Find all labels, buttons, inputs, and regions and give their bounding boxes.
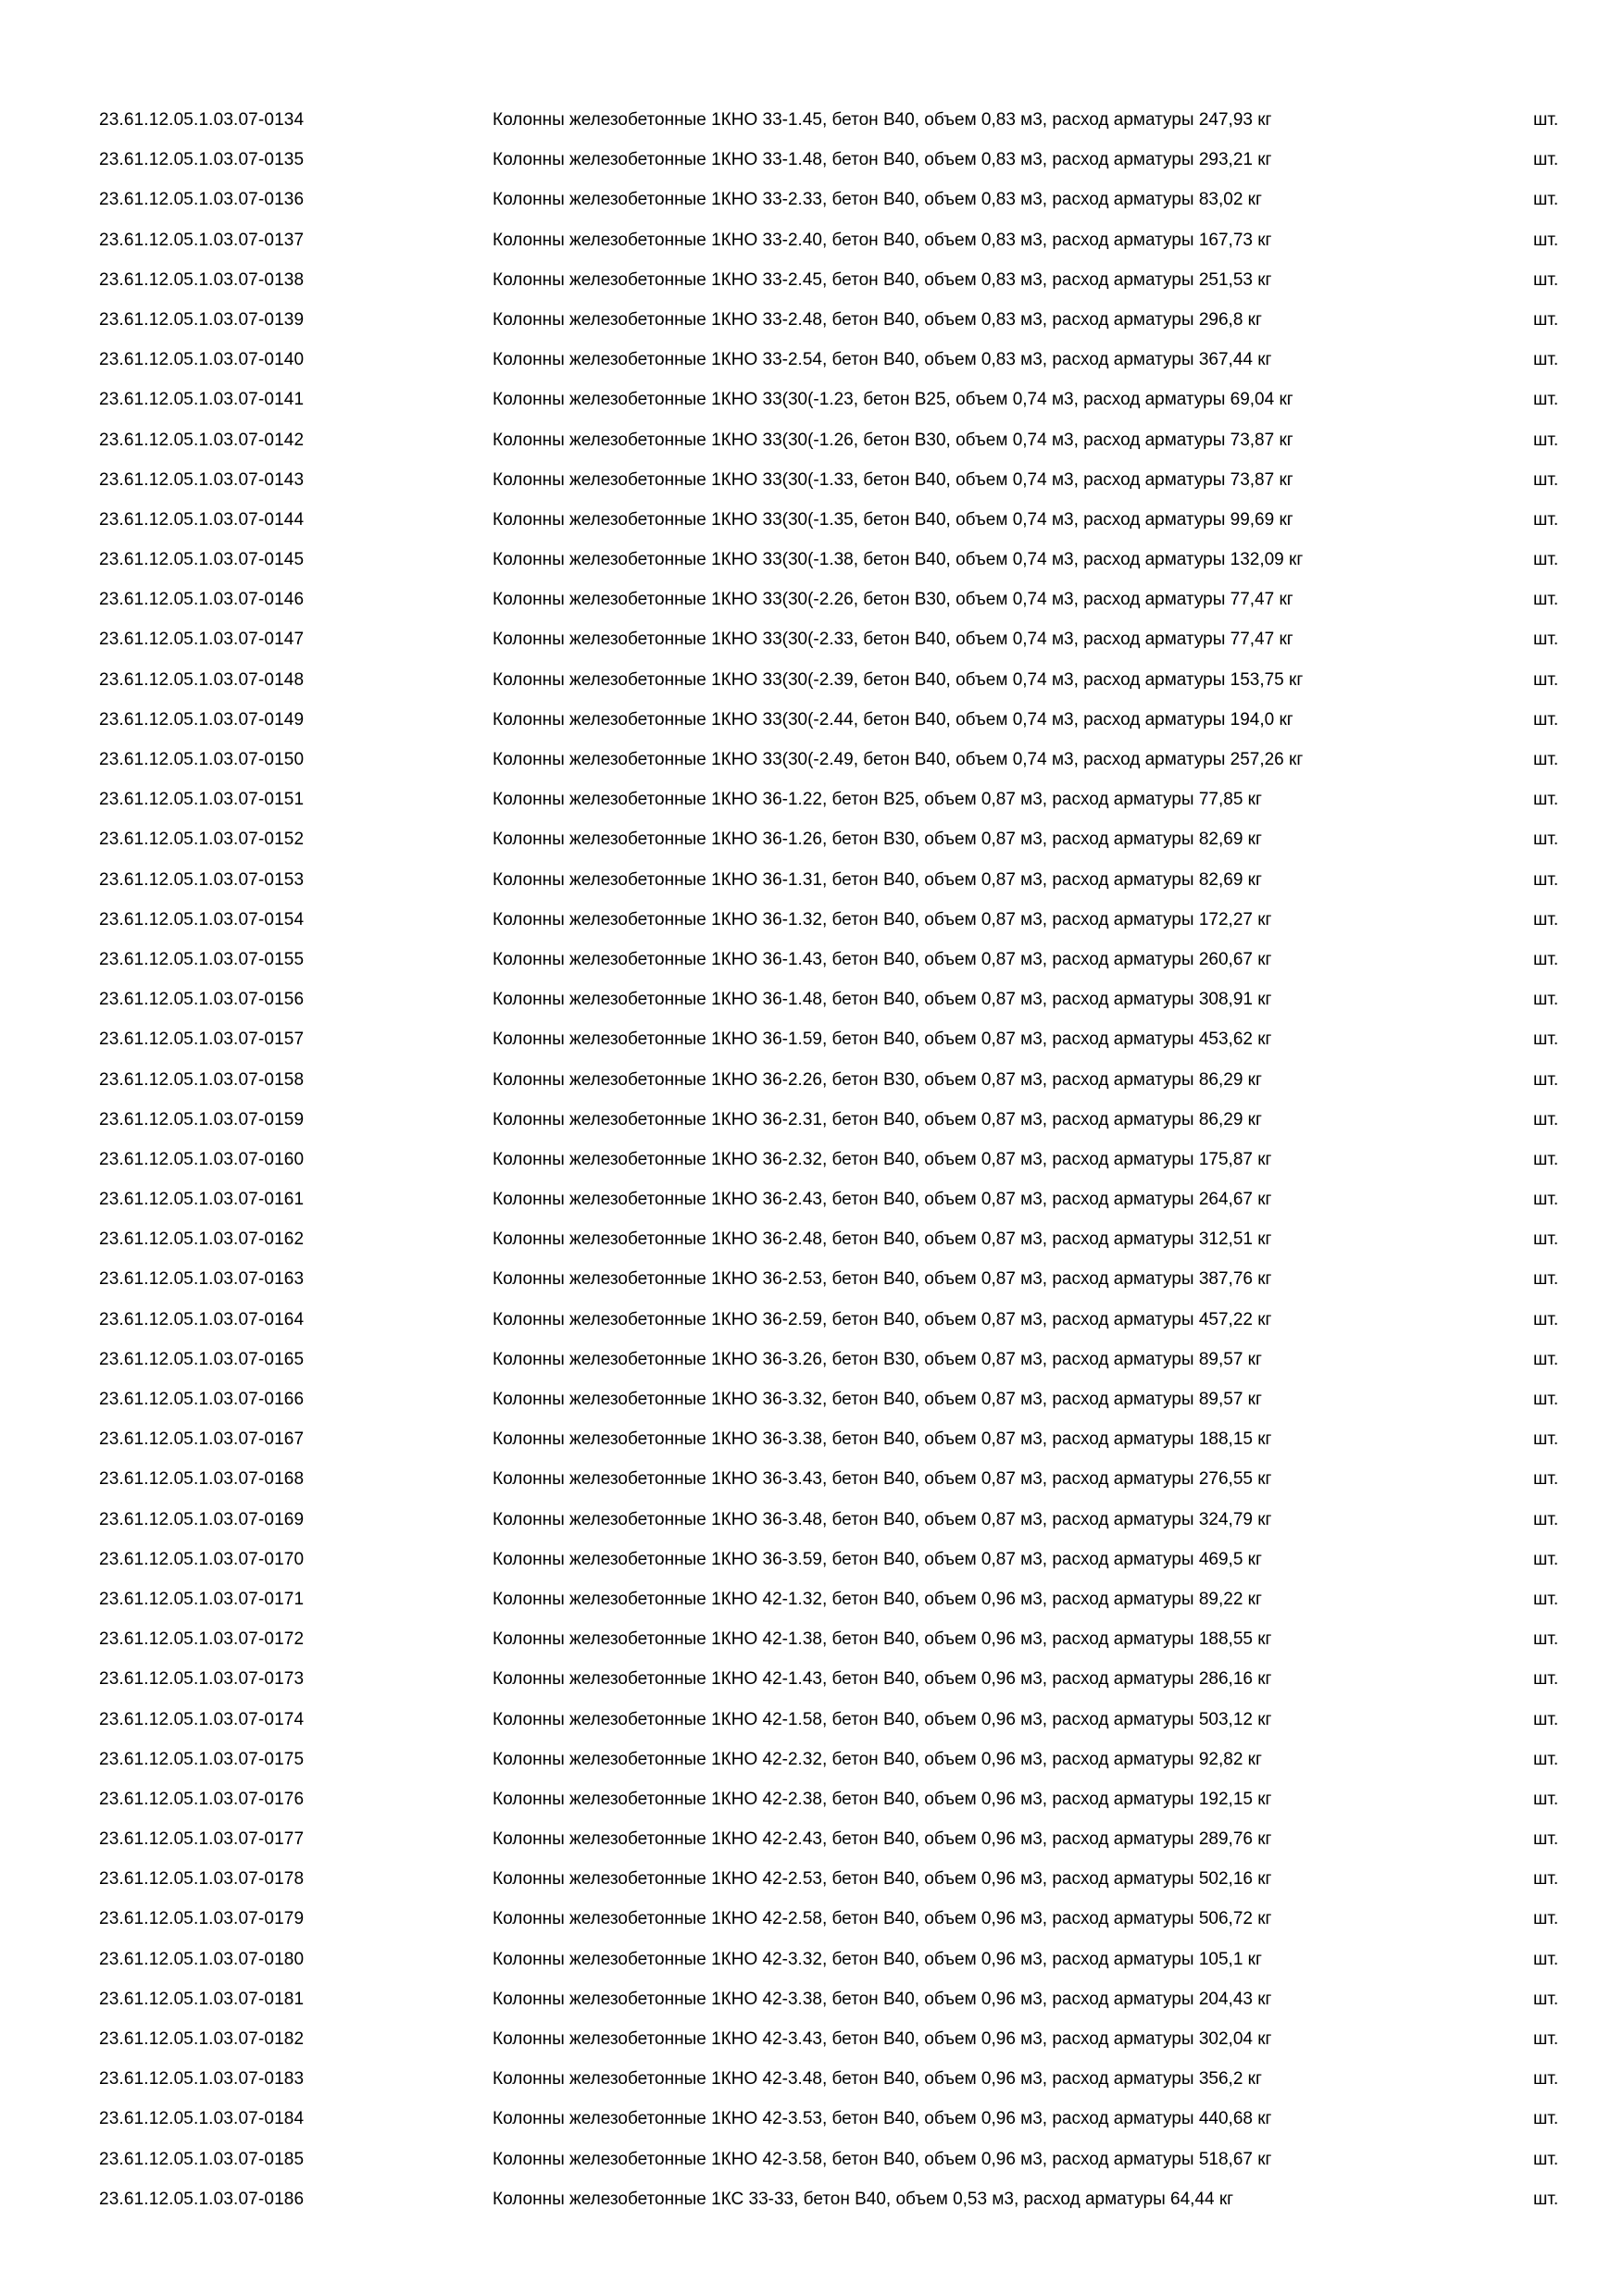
item-description: Колонны железобетонные 1КНО 42-1.32, бетон В40, объем 0,96 м3, расход арматуры 89,22 кг [493, 1589, 1262, 1609]
item-code: 23.61.12.05.1.03.07-0163 [99, 1269, 305, 1290]
item-unit: шт. [1533, 990, 1559, 1010]
item-description: Колонны железобетонные 1КНО 42-3.48, бетон В40, объем 0,96 м3, расход арматуры 356,2 кг [493, 2069, 1262, 2090]
table-row [0, 1819, 1624, 1859]
table-row [0, 340, 1624, 380]
item-unit: шт. [1533, 1269, 1559, 1290]
item-description: Колонны железобетонные 1КНО 36-1.22, бетон В25, объем 0,87 м3, расход арматуры 77,85 кг [493, 790, 1262, 810]
item-unit: шт. [1533, 869, 1559, 890]
table-row [0, 1219, 1624, 1259]
table-row [0, 380, 1624, 419]
item-unit: шт. [1533, 1349, 1559, 1369]
item-unit: шт. [1533, 1749, 1559, 1769]
item-code: 23.61.12.05.1.03.07-0160 [99, 1149, 305, 1169]
item-code: 23.61.12.05.1.03.07-0175 [99, 1749, 305, 1769]
table-row [0, 500, 1624, 540]
table-row [0, 2059, 1624, 2099]
item-unit: шт. [1533, 909, 1559, 930]
item-unit: шт. [1533, 2109, 1559, 2129]
item-unit: шт. [1533, 1669, 1559, 1690]
item-code: 23.61.12.05.1.03.07-0142 [99, 430, 305, 450]
table-row [0, 819, 1624, 859]
item-code: 23.61.12.05.1.03.07-0183 [99, 2069, 305, 2090]
item-code: 23.61.12.05.1.03.07-0167 [99, 1429, 305, 1450]
table-row [0, 1140, 1624, 1179]
item-unit: шт. [1533, 1549, 1559, 1569]
item-description: Колонны железобетонные 1КНО 42-3.38, бетон В40, объем 0,96 м3, расход арматуры 204,43 кг [493, 1989, 1272, 2009]
item-description: Колонны железобетонные 1КНО 33-2.54, бетон В40, объем 0,83 м3, расход арматуры 367,44 кг [493, 350, 1272, 370]
item-code: 23.61.12.05.1.03.07-0168 [99, 1469, 305, 1490]
item-unit: шт. [1533, 2029, 1559, 2049]
table-row [0, 460, 1624, 500]
item-code: 23.61.12.05.1.03.07-0157 [99, 1029, 305, 1050]
item-description: Колонны железобетонные 1КНО 42-2.58, бетон В40, объем 0,96 м3, расход арматуры 506,72 кг [493, 1909, 1272, 1929]
item-unit: шт. [1533, 1509, 1559, 1529]
item-code: 23.61.12.05.1.03.07-0141 [99, 390, 305, 410]
item-unit: шт. [1533, 390, 1559, 410]
item-unit: шт. [1533, 230, 1559, 250]
item-code: 23.61.12.05.1.03.07-0147 [99, 630, 305, 650]
item-unit: шт. [1533, 949, 1559, 969]
item-unit: шт. [1533, 1149, 1559, 1169]
item-unit: шт. [1533, 350, 1559, 370]
item-code: 23.61.12.05.1.03.07-0152 [99, 830, 305, 850]
item-description: Колонны железобетонные 1КНО 33(30(-1.23, бетон В25, объем 0,74 м3, расход арматуры 69,04 кг [493, 390, 1293, 410]
item-unit: шт. [1533, 1709, 1559, 1729]
item-code: 23.61.12.05.1.03.07-0137 [99, 230, 305, 250]
table-row [0, 580, 1624, 619]
table-row [0, 540, 1624, 580]
item-description: Колонны железобетонные 1КНО 42-3.53, бетон В40, объем 0,96 м3, расход арматуры 440,68 кг [493, 2109, 1272, 2129]
item-unit: шт. [1533, 590, 1559, 610]
table-row [0, 1979, 1624, 2019]
item-code: 23.61.12.05.1.03.07-0154 [99, 909, 305, 930]
table-row [0, 220, 1624, 260]
item-description: Колонны железобетонные 1КНО 33(30(-1.35, бетон В40, объем 0,74 м3, расход арматуры 99,69 кг [493, 509, 1293, 530]
item-unit: шт. [1533, 469, 1559, 490]
table-row [0, 1419, 1624, 1459]
item-code: 23.61.12.05.1.03.07-0140 [99, 350, 305, 370]
item-description: Колонны железобетонные 1КНО 42-2.32, бетон В40, объем 0,96 м3, расход арматуры 92,82 кг [493, 1749, 1262, 1769]
item-unit: шт. [1533, 190, 1559, 210]
table-row [0, 1740, 1624, 1779]
item-unit: шт. [1533, 1109, 1559, 1129]
item-code: 23.61.12.05.1.03.07-0151 [99, 790, 305, 810]
item-description: Колонны железобетонные 1КНО 33(30(-2.39, бетон В40, объем 0,74 м3, расход арматуры 153,75 кг [493, 669, 1304, 690]
table-row [0, 780, 1624, 819]
table-row [0, 900, 1624, 940]
item-unit: шт. [1533, 1789, 1559, 1809]
table-row [0, 300, 1624, 340]
item-unit: шт. [1533, 1829, 1559, 1850]
item-description: Колонны железобетонные 1КНО 33(30(-1.38, бетон В40, объем 0,74 м3, расход арматуры 132,09 кг [493, 550, 1304, 570]
item-code: 23.61.12.05.1.03.07-0174 [99, 1709, 305, 1729]
item-unit: шт. [1533, 2149, 1559, 2169]
item-code: 23.61.12.05.1.03.07-0173 [99, 1669, 305, 1690]
item-description: Колонны железобетонные 1КНО 42-1.38, бетон В40, объем 0,96 м3, расход арматуры 188,55 кг [493, 1629, 1272, 1650]
item-description: Колонны железобетонные 1КНО 42-3.43, бетон В40, объем 0,96 м3, расход арматуры 302,04 кг [493, 2029, 1272, 2049]
item-code: 23.61.12.05.1.03.07-0171 [99, 1589, 305, 1609]
item-code: 23.61.12.05.1.03.07-0165 [99, 1349, 305, 1369]
item-description: Колонны железобетонные 1КНО 33(30(-1.26, бетон В30, объем 0,74 м3, расход арматуры 73,87 кг [493, 430, 1293, 450]
item-description: Колонны железобетонные 1КНО 36-2.26, бетон В30, объем 0,87 м3, расход арматуры 86,29 кг [493, 1069, 1262, 1090]
table-row [0, 619, 1624, 659]
item-code: 23.61.12.05.1.03.07-0156 [99, 990, 305, 1010]
table-row [0, 1500, 1624, 1540]
item-description: Колонны железобетонные 1КНО 33(30(-2.44, бетон В40, объем 0,74 м3, расход арматуры 194,0 кг [493, 709, 1293, 730]
item-unit: шт. [1533, 1909, 1559, 1929]
item-code: 23.61.12.05.1.03.07-0148 [99, 669, 305, 690]
table-row [0, 1100, 1624, 1140]
table-row [0, 1940, 1624, 1979]
item-unit: шт. [1533, 269, 1559, 290]
item-code: 23.61.12.05.1.03.07-0179 [99, 1909, 305, 1929]
item-description: Колонны железобетонные 1КНО 42-2.53, бетон В40, объем 0,96 м3, расход арматуры 502,16 кг [493, 1869, 1272, 1890]
table-row [0, 1700, 1624, 1740]
item-code: 23.61.12.05.1.03.07-0145 [99, 550, 305, 570]
table-row [0, 2099, 1624, 2139]
table-row [0, 1340, 1624, 1379]
item-description: Колонны железобетонные 1КНО 36-1.48, бетон В40, объем 0,87 м3, расход арматуры 308,91 кг [493, 990, 1272, 1010]
item-code: 23.61.12.05.1.03.07-0136 [99, 190, 305, 210]
table-row [0, 1779, 1624, 1819]
table-row [0, 420, 1624, 460]
item-code: 23.61.12.05.1.03.07-0166 [99, 1390, 305, 1409]
item-code: 23.61.12.05.1.03.07-0144 [99, 509, 305, 530]
table-row [0, 1540, 1624, 1579]
table-row [0, 1259, 1624, 1299]
item-description: Колонны железобетонные 1КНО 36-1.31, бетон В40, объем 0,87 м3, расход арматуры 82,69 кг [493, 869, 1262, 890]
item-code: 23.61.12.05.1.03.07-0177 [99, 1829, 305, 1850]
item-code: 23.61.12.05.1.03.07-0164 [99, 1309, 305, 1329]
table-row [0, 1459, 1624, 1499]
item-unit: шт. [1533, 1429, 1559, 1450]
item-code: 23.61.12.05.1.03.07-0162 [99, 1229, 305, 1250]
item-description: Колонны железобетонные 1КНО 36-2.32, бетон В40, объем 0,87 м3, расход арматуры 175,87 кг [493, 1149, 1272, 1169]
item-unit: шт. [1533, 1229, 1559, 1250]
table-row [0, 940, 1624, 980]
table-row [0, 1379, 1624, 1419]
item-code: 23.61.12.05.1.03.07-0178 [99, 1869, 305, 1890]
item-code: 23.61.12.05.1.03.07-0135 [99, 150, 305, 170]
item-code: 23.61.12.05.1.03.07-0138 [99, 269, 305, 290]
item-code: 23.61.12.05.1.03.07-0150 [99, 750, 305, 769]
item-code: 23.61.12.05.1.03.07-0153 [99, 869, 305, 890]
item-description: Колонны железобетонные 1КНО 33(30(-2.26, бетон В30, объем 0,74 м3, расход арматуры 77,47 кг [493, 590, 1293, 610]
table-row [0, 660, 1624, 700]
item-description: Колонны железобетонные 1КНО 36-2.43, бетон В40, объем 0,87 м3, расход арматуры 264,67 кг [493, 1190, 1272, 1210]
item-unit: шт. [1533, 509, 1559, 530]
table-row [0, 2140, 1624, 2179]
item-code: 23.61.12.05.1.03.07-0159 [99, 1109, 305, 1129]
item-description: Колонны железобетонные 1КНО 36-1.26, бетон В30, объем 0,87 м3, расход арматуры 82,69 кг [493, 830, 1262, 850]
item-unit: шт. [1533, 110, 1559, 130]
item-code: 23.61.12.05.1.03.07-0169 [99, 1509, 305, 1529]
item-description: Колонны железобетонные 1КНО 42-3.58, бетон В40, объем 0,96 м3, расход арматуры 518,67 кг [493, 2149, 1272, 2169]
item-unit: шт. [1533, 709, 1559, 730]
item-code: 23.61.12.05.1.03.07-0161 [99, 1190, 305, 1210]
item-unit: шт. [1533, 430, 1559, 450]
item-code: 23.61.12.05.1.03.07-0149 [99, 709, 305, 730]
item-description: Колонны железобетонные 1КНО 36-3.26, бетон В30, объем 0,87 м3, расход арматуры 89,57 кг [493, 1349, 1262, 1369]
table-row [0, 1619, 1624, 1659]
item-description: Колонны железобетонные 1КНО 36-3.32, бетон В40, объем 0,87 м3, расход арматуры 89,57 кг [493, 1390, 1262, 1409]
table-row [0, 700, 1624, 740]
item-unit: шт. [1533, 830, 1559, 850]
item-code: 23.61.12.05.1.03.07-0185 [99, 2149, 305, 2169]
item-code: 23.61.12.05.1.03.07-0134 [99, 110, 305, 130]
item-unit: шт. [1533, 1029, 1559, 1050]
table-row [0, 860, 1624, 900]
item-description: Колонны железобетонные 1КНО 36-3.48, бетон В40, объем 0,87 м3, расход арматуры 324,79 кг [493, 1509, 1272, 1529]
table-row [0, 100, 1624, 140]
item-description: Колонны железобетонные 1КНО 33-1.48, бетон В40, объем 0,83 м3, расход арматуры 293,21 кг [493, 150, 1272, 170]
item-unit: шт. [1533, 2189, 1559, 2209]
item-description: Колонны железобетонные 1КНО 33(30(-1.33, бетон В40, объем 0,74 м3, расход арматуры 73,87 кг [493, 469, 1293, 490]
item-unit: шт. [1533, 1949, 1559, 1969]
item-code: 23.61.12.05.1.03.07-0176 [99, 1789, 305, 1809]
table-row [0, 180, 1624, 219]
table-row [0, 980, 1624, 1019]
table-row [0, 1060, 1624, 1100]
item-code: 23.61.12.05.1.03.07-0186 [99, 2189, 305, 2209]
item-description: Колонны железобетонные 1КНО 36-3.59, бетон В40, объем 0,87 м3, расход арматуры 469,5 кг [493, 1549, 1262, 1569]
table-row [0, 1179, 1624, 1219]
item-unit: шт. [1533, 669, 1559, 690]
item-description: Колонны железобетонные 1КНО 33-1.45, бетон В40, объем 0,83 м3, расход арматуры 247,93 кг [493, 110, 1272, 130]
item-description: Колонны железобетонные 1КНО 36-1.59, бетон В40, объем 0,87 м3, расход арматуры 453,62 кг [493, 1029, 1272, 1050]
item-description: Колонны железобетонные 1КНО 33(30(-2.33, бетон В40, объем 0,74 м3, расход арматуры 77,47 кг [493, 630, 1293, 650]
item-unit: шт. [1533, 1589, 1559, 1609]
item-description: Колонны железобетонные 1КНО 42-2.38, бетон В40, объем 0,96 м3, расход арматуры 192,15 кг [493, 1789, 1272, 1809]
item-unit: шт. [1533, 1309, 1559, 1329]
table-row [0, 1300, 1624, 1340]
item-description: Колонны железобетонные 1КНО 36-2.48, бетон В40, объем 0,87 м3, расход арматуры 312,51 кг [493, 1229, 1272, 1250]
item-unit: шт. [1533, 1390, 1559, 1409]
item-description: Колонны железобетонные 1КНО 36-1.32, бетон В40, объем 0,87 м3, расход арматуры 172,27 кг [493, 909, 1272, 930]
item-unit: шт. [1533, 309, 1559, 330]
item-description: Колонны железобетонные 1КНО 42-2.43, бетон В40, объем 0,96 м3, расход арматуры 289,76 кг [493, 1829, 1272, 1850]
item-unit: шт. [1533, 1869, 1559, 1890]
item-unit: шт. [1533, 790, 1559, 810]
item-unit: шт. [1533, 1629, 1559, 1650]
item-unit: шт. [1533, 1069, 1559, 1090]
item-unit: шт. [1533, 1190, 1559, 1210]
table-row [0, 1579, 1624, 1619]
item-description: Колонны железобетонные 1КНО 33-2.33, бетон В40, объем 0,83 м3, расход арматуры 83,02 кг [493, 190, 1262, 210]
item-description: Колонны железобетонные 1КНО 33(30(-2.49, бетон В40, объем 0,74 м3, расход арматуры 257,26 кг [493, 750, 1304, 769]
item-code: 23.61.12.05.1.03.07-0155 [99, 949, 305, 969]
item-unit: шт. [1533, 1989, 1559, 2009]
item-description: Колонны железобетонные 1КНО 33-2.45, бетон В40, объем 0,83 м3, расход арматуры 251,53 кг [493, 269, 1272, 290]
item-code: 23.61.12.05.1.03.07-0139 [99, 309, 305, 330]
table-row [0, 140, 1624, 180]
table-row [0, 740, 1624, 780]
item-unit: шт. [1533, 750, 1559, 769]
table-row [0, 260, 1624, 300]
item-code: 23.61.12.05.1.03.07-0158 [99, 1069, 305, 1090]
item-description: Колонны железобетонные 1КНО 36-2.59, бетон В40, объем 0,87 м3, расход арматуры 457,22 кг [493, 1309, 1272, 1329]
table-row [0, 2019, 1624, 2059]
item-description: Колонны железобетонные 1КНО 42-1.58, бетон В40, объем 0,96 м3, расход арматуры 503,12 кг [493, 1709, 1272, 1729]
item-description: Колонны железобетонные 1КС 33-33, бетон В40, объем 0,53 м3, расход арматуры 64,44 кг [493, 2189, 1234, 2209]
item-description: Колонны железобетонные 1КНО 36-2.53, бетон В40, объем 0,87 м3, расход арматуры 387,76 кг [493, 1269, 1272, 1290]
item-code: 23.61.12.05.1.03.07-0143 [99, 469, 305, 490]
table-row [0, 1859, 1624, 1899]
item-description: Колонны железобетонные 1КНО 36-1.43, бетон В40, объем 0,87 м3, расход арматуры 260,67 кг [493, 949, 1272, 969]
item-description: Колонны железобетонные 1КНО 36-3.38, бетон В40, объем 0,87 м3, расход арматуры 188,15 кг [493, 1429, 1272, 1450]
item-code: 23.61.12.05.1.03.07-0172 [99, 1629, 305, 1650]
table-row [0, 1659, 1624, 1699]
item-description: Колонны железобетонные 1КНО 33-2.40, бетон В40, объем 0,83 м3, расход арматуры 167,73 кг [493, 230, 1272, 250]
item-unit: шт. [1533, 2069, 1559, 2090]
table-row [0, 2179, 1624, 2219]
item-code: 23.61.12.05.1.03.07-0180 [99, 1949, 305, 1969]
item-unit: шт. [1533, 550, 1559, 570]
item-description: Колонны железобетонные 1КНО 36-2.31, бетон В40, объем 0,87 м3, расход арматуры 86,29 кг [493, 1109, 1262, 1129]
item-description: Колонны железобетонные 1КНО 42-3.32, бетон В40, объем 0,96 м3, расход арматуры 105,1 кг [493, 1949, 1262, 1969]
item-code: 23.61.12.05.1.03.07-0184 [99, 2109, 305, 2129]
item-code: 23.61.12.05.1.03.07-0170 [99, 1549, 305, 1569]
item-unit: шт. [1533, 630, 1559, 650]
table-row [0, 1019, 1624, 1059]
item-code: 23.61.12.05.1.03.07-0181 [99, 1989, 305, 2009]
item-description: Колонны железобетонные 1КНО 36-3.43, бетон В40, объем 0,87 м3, расход арматуры 276,55 кг [493, 1469, 1272, 1490]
item-code: 23.61.12.05.1.03.07-0182 [99, 2029, 305, 2049]
item-code: 23.61.12.05.1.03.07-0146 [99, 590, 305, 610]
price-list-table [0, 100, 1624, 2219]
table-row [0, 1899, 1624, 1939]
item-description: Колонны железобетонные 1КНО 33-2.48, бетон В40, объем 0,83 м3, расход арматуры 296,8 кг [493, 309, 1262, 330]
item-unit: шт. [1533, 150, 1559, 170]
item-description: Колонны железобетонные 1КНО 42-1.43, бетон В40, объем 0,96 м3, расход арматуры 286,16 кг [493, 1669, 1272, 1690]
item-unit: шт. [1533, 1469, 1559, 1490]
